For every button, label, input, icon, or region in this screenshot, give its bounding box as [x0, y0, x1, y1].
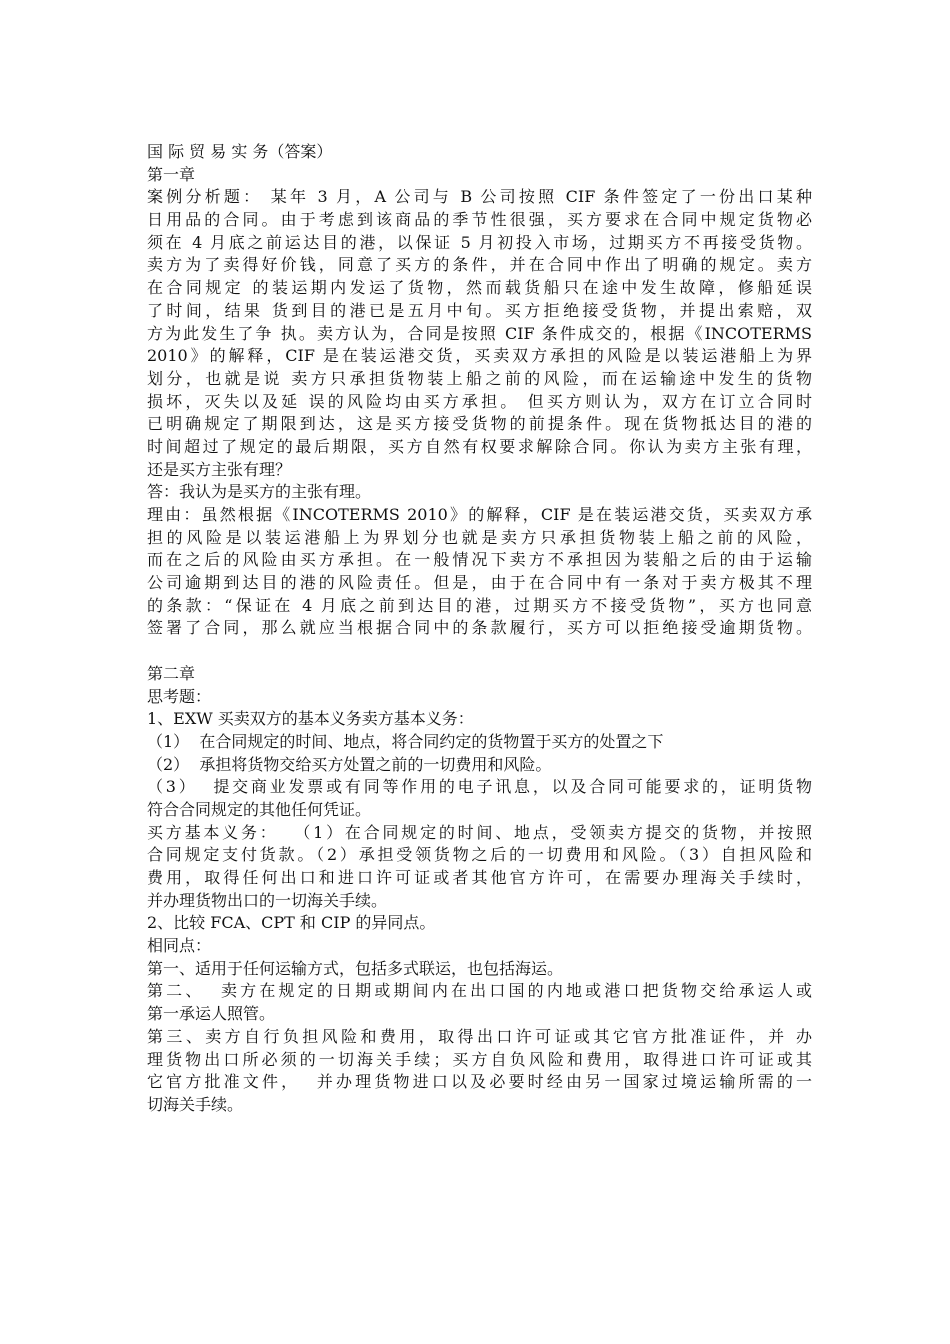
paragraph-line: 已明确规定了期限到达，这是买方接受货物的前提条件。现在货物抵达目的港的: [147, 414, 812, 434]
paragraph-line: （2） 承担将货物交给买方处置之前的一切费用和风险。: [147, 754, 552, 774]
blank-line: [147, 640, 812, 663]
paragraph-line: 符合合同规定的其他任何凭证。: [147, 799, 372, 819]
paragraph-line: 合同规定支付货款。（2）承担受领货物之后的一切费用和风险。（3）自担风险和: [147, 845, 812, 865]
document-title: 国 际 贸 易 实 务（答案）: [147, 142, 333, 161]
paragraph-line: 案例分析题： 某年 3 月，A 公司与 B 公司按照 CIF 条件签定了一份出口某种: [147, 187, 812, 207]
answer-line: 答：我认为是买方的主张有理。: [147, 482, 372, 502]
paragraph-line: 方为此发生了争 执。卖方认为，合同是按照 CIF 条件成交的，根据《INCOTERMS: [147, 323, 812, 343]
paragraph-line: 了时间，结果 货到目的港已是五月中旬。买方拒绝接受货物，并提出索赔，双: [147, 300, 812, 320]
paragraph-line: 签署了合同，那么就应当根据合同中的条款履行，买方可以拒绝接受逾期货物。: [147, 618, 812, 638]
paragraph-line: 的条款：“保证在 4 月底之前到达目的港，过期买方不接受货物”，买方也同意: [147, 595, 812, 615]
paragraph-line: 费用，取得任何出口和进口许可证或者其他官方许可，在需要办理海关手续时，: [147, 868, 812, 887]
paragraph-line: 时间超过了规定的最后期限，买方自然有权要求解除合同。你认为卖方主张有理，: [147, 436, 812, 456]
paragraph-line: 担的风险是以装运港船上为界划分也就是卖方只承担货物装上船之前的风险，: [147, 527, 812, 547]
paragraph-line: 理由：虽然根据《INCOTERMS 2010》的解释，CIF 是在装运港交货，买卖双方承: [147, 505, 812, 524]
chapter-1-heading: 第一章: [147, 164, 196, 184]
chapter-2-heading: 第二章: [147, 663, 196, 683]
document-page: [147, 141, 812, 1117]
paragraph-line: 卖方为了卖得好价钱，同意了买方的条件，并在合同中作出了明确的规定。卖方: [147, 255, 812, 275]
paragraph-line: 第三、卖方自行负担风险和费用，取得出口许可证或其它官方批准证件，并 办: [147, 1026, 812, 1046]
paragraph-line: 划分，也就是说 卖方只承担货物装上船之前的风险，而在运输途中发生的货物: [147, 368, 812, 388]
paragraph-line: （1） 在合同规定的时间、地点，将合同约定的货物置于买方的处置之下: [147, 731, 664, 751]
paragraph-line: 1、EXW 买卖双方的基本义务卖方基本义务：: [147, 709, 474, 729]
paragraph-line: 第二、 卖方在规定的日期或期间内在出口国的内地或港口把货物交给承运人或: [147, 981, 812, 1001]
paragraph-line: 并办理货物出口的一切海关手续。: [147, 890, 388, 910]
reason-paragraph: [147, 504, 812, 640]
paragraph-line: 还是买方主张有理？: [147, 459, 292, 479]
paragraph-line: 须在 4 月底之前运达目的港，以保证 5 月初投入市场，过期买方不再接受货物。: [147, 232, 812, 252]
paragraph-line: 理货物出口所必须的一切海关手续；买方自负风险和费用，取得进口许可证或其: [147, 1049, 812, 1069]
paragraph-line: 它官方批准文件， 并办理货物进口以及必要时经由另一国家过境运输所需的一: [147, 1072, 812, 1092]
chapter-2-body: [147, 708, 812, 1116]
paragraph-line: 在合同规定 的装运期内发运了货物，然而载货船只在途中发生故障，修船延误: [147, 278, 812, 298]
paragraph-line: 日用品的合同。由于考虑到该商品的季节性很强，买方要求在合同中规定货物必: [147, 210, 812, 230]
paragraph-line: 损坏，灭失以及延 误的风险均由买方承担。 但买方则认为，双方在订立合同时: [147, 391, 812, 411]
paragraph-line: （3） 提交商业发票或有同等作用的电子讯息，以及合同可能要求的，证明货物: [147, 777, 812, 797]
paragraph-line: 切海关手续。: [147, 1094, 244, 1114]
case-analysis-paragraph: [147, 186, 812, 481]
paragraph-line: 2010》的解释，CIF 是在装运港交货，买卖双方承担的风险是以装运港船上为界: [147, 346, 812, 366]
paragraph-line: 而在之后的风险由买方承担。在一般情况下卖方不承担因为装船之后的由于运输: [147, 550, 812, 570]
paragraph-line: 相同点：: [147, 936, 212, 956]
chapter-2-subheading: 思考题：: [147, 686, 212, 706]
paragraph-line: 公司逾期到达目的港的风险责任。但是，由于在合同中有一条对于卖方极其不理: [147, 573, 812, 593]
paragraph-line: 第一、适用于任何运输方式，包括多式联运，也包括海运。: [147, 958, 564, 978]
paragraph-line: 2、比较 FCA、CPT 和 CIP 的异同点。: [147, 913, 436, 933]
paragraph-line: 第一承运人照管。: [147, 1004, 276, 1024]
paragraph-line: 买方基本义务： （1）在合同规定的时间、地点，受领卖方提交的货物，并按照: [147, 822, 812, 842]
